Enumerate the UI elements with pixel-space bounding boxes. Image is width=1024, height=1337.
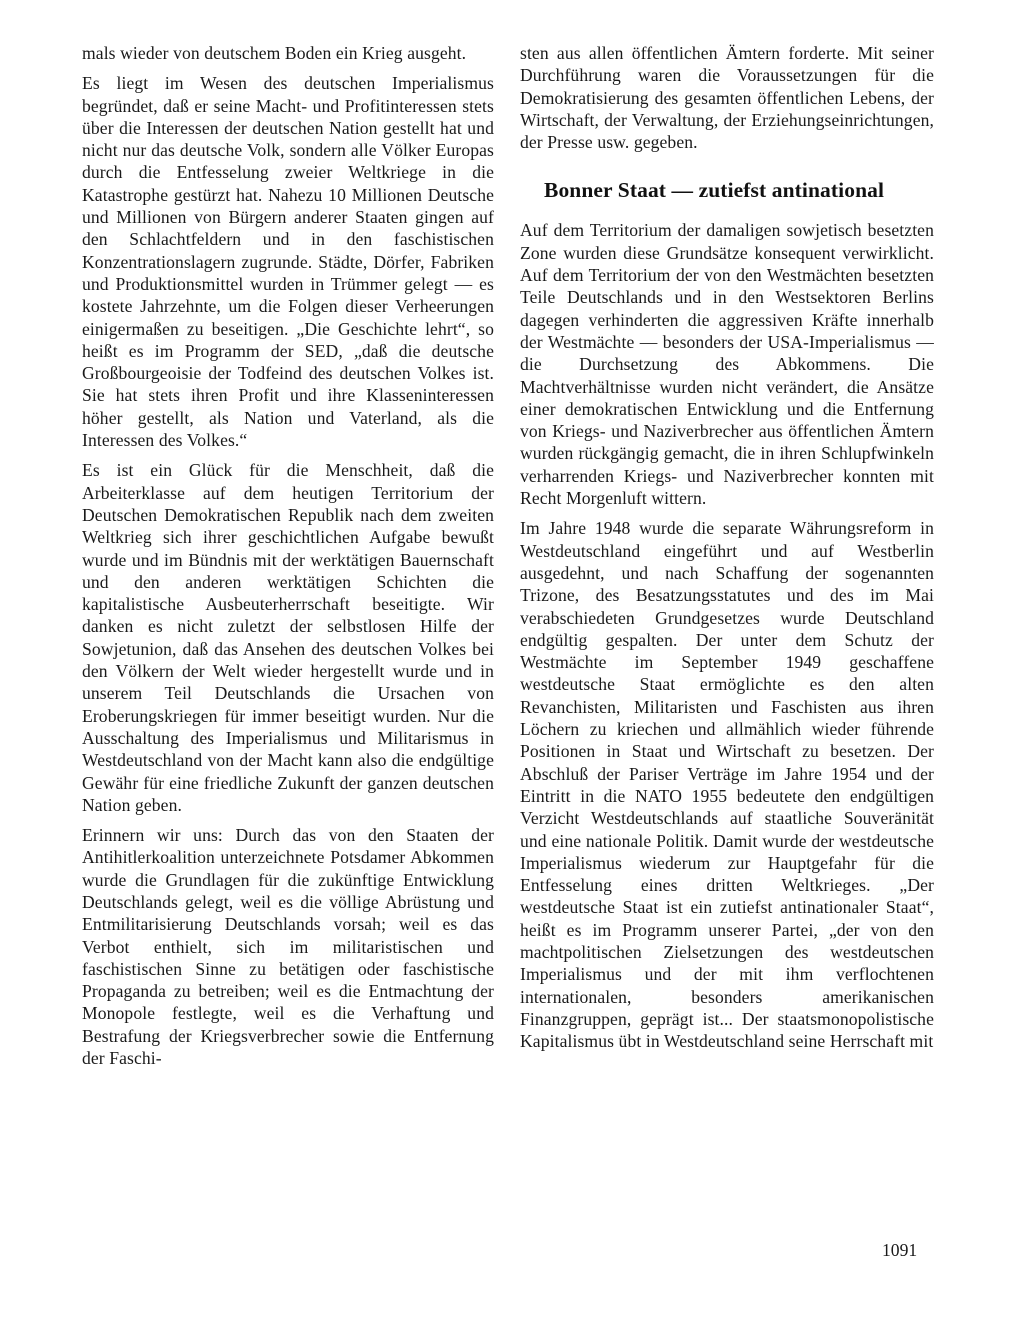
paragraph: Es liegt im Wesen des deutschen Imperialismus begründet, daß er seine Macht- und Profitinteressen stets über die Interessen der deutschen Nation gestellt hat und nicht nur das deutsche Volk, sondern alle Völker Europas durch die Entfesselung zweier Weltkriege in die Katastrophe gestürzt hat. Nahezu 10 Millionen Deutsche und Millionen von Bürgern anderer Staaten gingen auf den Schlachtfeldern und in den faschistischen Konzentrationslagern zugrunde. Städte, Dörfer, Fabriken und Produktionsmittel wurden in Trümmer gelegt — es kostete Jahrzehnte, um die Folgen dieser Verheerungen einigermaßen zu beseitigen. „Die Geschichte lehrt“, so heißt es im Programm der SED, „daß die deutsche Großbourgeoisie der Todfeind des deutschen Volkes ist. Sie hat stets ihren Profit und ihre Klasseninteressen höher gestellt, als Nation und Vaterland, als die Interessen des Volkes.“ xyxy=(82,73,494,451)
paragraph: Erinnern wir uns: Durch das von den Staaten der Antihitlerkoalition unterzeichnete Potsdamer Abkommen wurde die Grundlagen für die zukünftige Entwicklung Deutschlands gelegt, weil es die völlige Abrüstung und Entmilitarisierung Deutschlands vorsah; weil es das Verbot enthielt, sich im militaristischen und faschistischen Sinne zu betätigen oder faschistische Propaganda zu betreiben; weil es die Entmachtung der Monopole festlegte, weil es die Verhaftung und Bestrafung der Kriegsverbrecher sowie die Entfernung der Faschi- xyxy=(82,825,494,1069)
paragraph: sten aus allen öffentlichen Ämtern forderte. Mit seiner Durchführung waren die Voraussetzungen für die Demokratisierung des gesamten öffentlichen Lebens, der Wirtschaft, der Verwaltung, der Erziehungseinrichtungen, der Presse usw. gegeben. xyxy=(520,43,934,153)
paragraph: mals wieder von deutschem Boden ein Krieg ausgeht. xyxy=(82,43,467,63)
right-column xyxy=(520,42,934,1060)
paragraph: Es ist ein Glück für die Menschheit, daß die Arbeiterklasse auf dem heutigen Territorium der Deutschen Demokratischen Republik nach dem zweiten Weltkrieg sich ihrer geschichtlichen Aufgabe bewußt wurde und im Bündnis mit der werktätigen Bauernschaft und den anderen werktätigen Schichten die kapitalistische Ausbeuterherrschaft beseitigte. Wir danken es nicht zuletzt der selbstlosen Hilfe der Sowjetunion, daß das Ansehen des deutschen Volkes bei den Völkern der Welt wieder hergestellt wurde und in unserem Teil Deutschlands die Ursachen von Eroberungskriegen für immer beseitigt wurden. Nur die Ausschaltung des Imperialismus und Militarismus in Westdeutschland von der Macht kann also die endgültige Gewähr für eine friedliche Zukunft der ganzen deutschen Nation geben. xyxy=(82,460,494,815)
page-number: 1091 xyxy=(882,1240,918,1260)
paragraph: Im Jahre 1948 wurde die separate Währungsreform in Westdeutschland eingeführt und auf Westberlin ausgedehnt, und nach Schaffung der sogenannten Trizone, des Besatzungsstatutes und des im Mai verabschiedeten Grundgesetzes wurde Deutschland endgültig gespalten. Der unter dem Schutz der Westmächte im September 1949 geschaffene westdeutsche Staat ermöglichte es den alten Revanchisten, Militaristen und Faschisten aus ihren Löchern zu kriechen und allmählich wieder führende Positionen in Staat und Wirtschaft zu besetzen. Der Abschluß der Pariser Verträge im Jahre 1954 und der Eintritt in die NATO 1955 bedeutete den endgültigen Verzicht Westdeutschlands auf staatliche Souveränität und eine nationale Politik. Damit wurde der westdeutsche Imperialismus wiederum zur Hauptgefahr für die Entfesselung eines dritten Weltkrieges. „Der westdeutsche Staat ist ein zutiefst antinationaler Staat“, heißt es im Programm unserer Partei, „der von den machtpolitischen Zielsetzungen des westdeutschen Imperialismus und der mit ihm verflochtenen internationalen, besonders amerikanischen Finanzgruppen, geprägt ist... Der staatsmonopolistische Kapitalismus übt in Westdeutschland seine Herrschaft mit xyxy=(520,518,934,1052)
paragraph: Auf dem Territorium der damaligen sowjetisch besetzten Zone wurden diese Grundsätze konsequent verwirklicht. Auf dem Territorium der von den Westmächten besetzten Teile Deutschlands und in den Westsektoren Berlins dagegen verhinderten die aggressiven Kräfte innerhalb der Westmächte — besonders der USA-Imperialismus — die Durchsetzung des Abkommens. Die Machtverhältnisse wurden nicht verändert, die Ansätze einer demokratischen Entwicklung und die Entfernung von Kriegs- und Naziverbrecher aus öffentlichen Ämtern wurden rückgängig gemacht, die in ihren Schlupfwinkeln verharrenden Kriegs- und Naziverbrecher konnten mit Recht Morgenluft wittern. xyxy=(520,220,934,509)
section-heading: Bonner Staat — zutiefst antinational xyxy=(544,178,885,203)
left-column xyxy=(82,42,494,1077)
